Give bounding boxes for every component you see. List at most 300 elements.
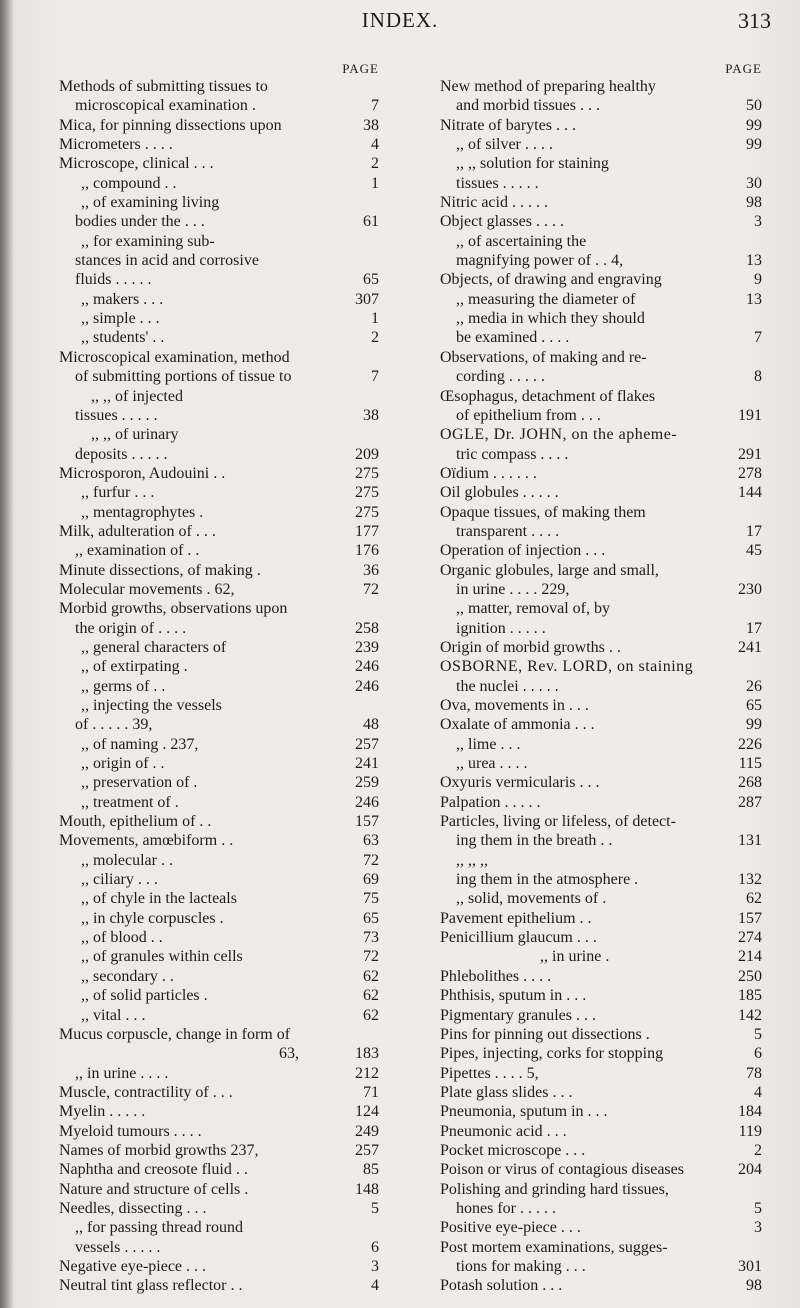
index-entry-text: Methods of submitting tissues to <box>59 78 268 95</box>
index-entry-page: 131 <box>738 832 762 850</box>
index-entry-page: 3 <box>371 1257 379 1275</box>
index-entry-text: Phthisis, sputum in . . . <box>440 987 587 1005</box>
index-entry-page: 6 <box>754 1045 762 1063</box>
index-entry-page: 48 <box>363 716 379 734</box>
index-entry-page: 98 <box>746 1277 762 1295</box>
index-entry-page: 1 <box>371 174 379 192</box>
index-entry-page: 259 <box>355 774 379 792</box>
index-entry-page: 258 <box>355 619 379 637</box>
index-entry-text: tissues . . . . . <box>75 406 158 424</box>
index-entry <box>440 503 762 522</box>
index-entry-text: Pavement epithelium . . <box>440 909 592 927</box>
index-entry <box>440 599 762 618</box>
index-entry-page: 72 <box>363 948 379 966</box>
index-entry-text: and morbid tissues . . . <box>456 97 600 115</box>
index-entry-text: ,, simple . . . <box>81 310 160 328</box>
index-entry-text: Phlebolithes . . . . <box>440 967 552 985</box>
index-entry <box>59 309 379 328</box>
index-entry-text: Microscopical examination, method <box>59 348 290 366</box>
index-entry-text: Oil globules . . . . . <box>440 484 559 502</box>
index-entry-text: of epithelium from . . . <box>456 406 601 424</box>
index-entry <box>440 773 762 792</box>
index-entry <box>59 561 379 580</box>
index-entry-text: ,, mentagrophytes . <box>81 503 204 521</box>
index-entry-text: Pipettes . . . . 5, <box>440 1064 539 1082</box>
index-entry-page: 4 <box>754 1083 762 1101</box>
index-entry-page: 278 <box>738 464 762 482</box>
index-entry-page: 157 <box>738 909 762 927</box>
index-entry-text: Pneumonic acid . . . <box>440 1122 567 1140</box>
index-entry-page: 7 <box>371 97 379 115</box>
index-entry-text: Oxyuris vermicularis . . . <box>440 774 600 792</box>
index-entry <box>440 1102 762 1121</box>
index-entry <box>440 116 762 135</box>
index-entry <box>440 812 762 831</box>
index-entry-text: Operation of injection . . . <box>440 542 606 560</box>
index-entry-text: ,, of solid particles . <box>81 987 208 1005</box>
index-entry-page: 9 <box>754 271 762 289</box>
index-entry-text: ,, origin of . . <box>81 755 165 773</box>
index-entry-text: Poison or virus of contagious diseases <box>440 1161 684 1179</box>
index-entry-text: Names of morbid growths 237, <box>59 1141 259 1159</box>
index-entry <box>59 735 379 754</box>
index-entry <box>59 387 379 406</box>
index-entry-page: 157 <box>355 813 379 831</box>
index-entry <box>440 715 762 734</box>
index-entry <box>59 696 379 715</box>
index-entry-page: 257 <box>355 735 379 753</box>
index-entry-page: 177 <box>355 522 379 540</box>
index-entry <box>440 212 762 231</box>
index-entry-text: Nature and structure of cells . <box>59 1180 249 1198</box>
index-entry-text: ,, ,, ,, <box>456 851 488 869</box>
index-entry-text: ,, of chyle in the lacteals <box>81 890 237 908</box>
index-entry <box>440 541 762 560</box>
index-entry-page: 209 <box>355 445 379 463</box>
index-entry-page: 3 <box>754 213 762 231</box>
index-entry <box>59 889 379 908</box>
index-entry <box>59 986 379 1005</box>
index-column-left <box>59 62 379 1296</box>
index-entry-text: ,, media in which they should <box>456 310 645 328</box>
index-entry-page: 17 <box>746 522 762 540</box>
index-entry-text: Particles, living or lifeless, of detect- <box>440 813 676 831</box>
index-entry <box>59 1218 379 1237</box>
index-entry-text: Pocket microscope . . . <box>440 1141 586 1159</box>
index-entry <box>59 96 379 115</box>
index-entry <box>440 1044 762 1063</box>
index-entry-text: ,, furfur . . . <box>81 484 155 502</box>
index-entry-text: ,, ciliary . . . <box>81 871 158 889</box>
index-entry-text: the nuclei . . . . . <box>456 677 559 695</box>
index-entry <box>59 870 379 889</box>
index-entry-text: Muscle, contractility of . . . <box>59 1083 233 1101</box>
index-entry <box>440 77 762 96</box>
index-entry <box>59 135 379 154</box>
index-entry <box>440 928 762 947</box>
index-entry-text: Objects, of drawing and engraving <box>440 271 662 289</box>
index-entry <box>59 1238 379 1257</box>
index-entry-page: 275 <box>355 464 379 482</box>
index-entry-page: 62 <box>363 1006 379 1024</box>
index-entry-page: 2 <box>754 1141 762 1159</box>
index-entry-text: Microscope, clinical . . . <box>59 155 214 173</box>
index-entry-text: Micrometers . . . . <box>59 136 173 154</box>
index-entry-text: New method of preparing healthy <box>440 78 656 95</box>
index-entry-text: be examined . . . . <box>456 329 570 347</box>
index-entry <box>59 831 379 850</box>
index-entry-page: 176 <box>355 542 379 560</box>
page-header-title: INDEX. <box>361 8 439 32</box>
index-entry-text: ,, solid, movements of . <box>456 890 607 908</box>
index-entry <box>440 232 762 251</box>
index-entry <box>440 1006 762 1025</box>
index-entry <box>59 1160 379 1179</box>
index-entry-page: 2 <box>371 155 379 173</box>
index-entry-page: 307 <box>355 290 379 308</box>
index-entry-text: Œsophagus, detachment of flakes <box>440 387 656 405</box>
index-entry-text: transparent . . . . <box>456 522 560 540</box>
index-entry-text: ,, makers . . . <box>81 290 164 308</box>
index-entry-text: ,, lime . . . <box>456 735 521 753</box>
index-entry-text: ,, matter, removal of, by <box>456 600 610 618</box>
index-entry <box>59 1044 379 1063</box>
index-entry-page: 246 <box>355 677 379 695</box>
index-entry <box>59 445 379 464</box>
index-entry-page: 4 <box>371 136 379 154</box>
index-entry-text: ,, general characters of <box>81 638 227 656</box>
index-entry <box>59 619 379 638</box>
index-entry-text: ,, for passing thread round <box>75 1219 243 1237</box>
index-entry <box>440 870 762 889</box>
index-entry-page: 72 <box>363 580 379 598</box>
index-entry <box>440 1257 762 1276</box>
index-entry-page: 62 <box>363 967 379 985</box>
index-entry-text: ,, ,, of urinary <box>91 426 179 444</box>
index-entry <box>59 503 379 522</box>
index-entry-page: 132 <box>738 871 762 889</box>
index-entry <box>440 193 762 212</box>
index-entry <box>59 1122 379 1141</box>
index-entry-text: tissues . . . . . <box>456 174 539 192</box>
index-entry <box>440 464 762 483</box>
index-entry <box>59 1083 379 1102</box>
index-entry-text: deposits . . . . . <box>75 445 168 463</box>
index-entry-text: ,, in urine . . . . <box>75 1064 169 1082</box>
index-entry-page: 212 <box>355 1064 379 1082</box>
index-entry-text: Pneumonia, sputum in . . . <box>440 1103 608 1121</box>
index-entry-text: stances in acid and corrosive <box>75 252 259 270</box>
index-entry-page: 63 <box>363 832 379 850</box>
index-entry-page: 4 <box>371 1277 379 1295</box>
index-entry <box>440 1141 762 1160</box>
index-entry <box>59 1006 379 1025</box>
index-entry <box>440 174 762 193</box>
index-entry <box>440 793 762 812</box>
index-entry <box>440 1064 762 1083</box>
index-entry <box>440 270 762 289</box>
index-entry-page: 1 <box>371 310 379 328</box>
index-entry-text: Naphtha and creosote fluid . . <box>59 1161 248 1179</box>
index-entry-page: 30 <box>746 174 762 192</box>
index-entry <box>59 367 379 386</box>
index-entry-text: Observations, of making and re- <box>440 348 647 366</box>
index-entry-page: 246 <box>355 658 379 676</box>
index-entry-page: 7 <box>754 329 762 347</box>
index-entry-page: 61 <box>363 213 379 231</box>
index-entry-page: 26 <box>746 677 762 695</box>
index-entry <box>440 831 762 850</box>
index-entry-page: 250 <box>738 967 762 985</box>
index-entry-text: Polishing and grinding hard tissues, <box>440 1180 669 1198</box>
index-entry-page: 65 <box>746 697 762 714</box>
index-entry-page: 65 <box>363 909 379 927</box>
index-entry-page: 184 <box>738 1103 762 1121</box>
index-entry-text: Mouth, epithelium of . . <box>59 813 212 831</box>
index-entry-text: Post mortem examinations, sugges- <box>440 1238 668 1256</box>
index-entry <box>59 1141 379 1160</box>
index-entry <box>59 715 379 734</box>
index-entry-page: 249 <box>355 1122 379 1140</box>
column-page-label: PAGE <box>725 61 762 76</box>
index-entry-text: ,, of granules within cells <box>81 948 243 966</box>
index-entry-page: 38 <box>363 116 379 134</box>
index-entry-page: 72 <box>363 851 379 869</box>
index-entry-text: ,, of blood . . <box>81 929 163 947</box>
index-entry-text: ,, measuring the diameter of <box>456 290 636 308</box>
index-entry-page: 62 <box>746 890 762 908</box>
index-entry-text: ,, in chyle corpuscles . <box>81 909 224 927</box>
index-entry <box>440 1025 762 1044</box>
index-entry-page: 13 <box>746 290 762 308</box>
index-entry-page: 257 <box>355 1141 379 1159</box>
index-entry-page: 230 <box>738 580 762 598</box>
index-entry-text: Opaque tissues, of making them <box>440 503 646 521</box>
index-entry-page: 73 <box>363 929 379 947</box>
index-entry <box>59 947 379 966</box>
index-entry-text: ,, of ascertaining the <box>456 232 587 250</box>
index-entry <box>59 425 379 444</box>
index-entry <box>440 154 762 173</box>
index-entry-text: 63, <box>279 1045 299 1063</box>
index-entry <box>59 677 379 696</box>
page-number: 313 <box>738 8 771 33</box>
index-entry <box>59 638 379 657</box>
index-entry-text: Palpation . . . . . <box>440 793 541 811</box>
index-entry-text: Nitrate of barytes . . . <box>440 116 576 134</box>
index-entry-text: Positive eye-piece . . . <box>440 1219 581 1237</box>
index-entry-page: 85 <box>363 1161 379 1179</box>
index-entry-page: 275 <box>355 503 379 521</box>
index-entry-text: Pigmentary granules . . . <box>440 1006 596 1024</box>
index-entry <box>59 174 379 193</box>
index-entry <box>440 135 762 154</box>
index-entry-page: 124 <box>355 1103 379 1121</box>
index-entry-text: Myeloid tumours . . . . <box>59 1122 202 1140</box>
index-entry <box>59 541 379 560</box>
index-entry-page: 99 <box>746 716 762 734</box>
column-page-label: PAGE <box>342 61 379 76</box>
index-entry-page: 301 <box>738 1257 762 1275</box>
index-entry <box>59 1180 379 1199</box>
index-entry-text: ,, ,, of injected <box>91 387 183 405</box>
index-entry-text: of submitting portions of tissue to <box>75 368 292 386</box>
index-entry-page: 5 <box>754 1025 762 1043</box>
index-entry-text: Milk, adulteration of . . . <box>59 522 216 540</box>
index-entry-page: 99 <box>746 116 762 134</box>
index-entry-text: Ova, movements in . . . <box>440 697 589 714</box>
index-entry-text: ,, secondary . . <box>81 967 174 985</box>
index-entry-text: ,, examination of . . <box>75 542 200 560</box>
index-entry-page: 62 <box>363 987 379 1005</box>
index-entry <box>59 232 379 251</box>
index-entry-page: 3 <box>754 1219 762 1237</box>
index-entry <box>59 1102 379 1121</box>
index-entry <box>440 735 762 754</box>
index-entry-page: 98 <box>746 194 762 212</box>
index-entry <box>59 212 379 231</box>
index-entry <box>440 290 762 309</box>
index-entry <box>440 986 762 1005</box>
index-entry-page: 183 <box>355 1045 379 1063</box>
index-entry <box>440 967 762 986</box>
index-entry <box>59 1276 379 1295</box>
index-entry-text: ,, treatment of . <box>81 793 179 811</box>
index-entry-page: 185 <box>738 987 762 1005</box>
index-entry <box>59 773 379 792</box>
index-entry <box>59 851 379 870</box>
index-entry-text: ,, compound . . <box>81 174 177 192</box>
index-entry-page: 204 <box>738 1161 762 1179</box>
index-entry <box>59 116 379 135</box>
index-entry <box>440 1180 762 1199</box>
index-entry-page: 38 <box>363 406 379 424</box>
index-entry-text: Mica, for pinning dissections upon <box>59 116 282 134</box>
index-entry-text: vessels . . . . . <box>75 1238 161 1256</box>
index-entry-page: 148 <box>355 1180 379 1198</box>
index-entry-page: 142 <box>738 1006 762 1024</box>
index-entry-text: Pins for pinning out dissections . <box>440 1025 650 1043</box>
index-entry-text: Mucus corpuscle, change in form of <box>59 1025 291 1043</box>
index-entry-text: Neutral tint glass reflector . . <box>59 1277 243 1295</box>
index-entry-page: 2 <box>371 329 379 347</box>
index-entry <box>440 889 762 908</box>
index-entry-text: ,, urea . . . . <box>456 755 528 773</box>
index-entry-text: ,, vital . . . <box>81 1006 146 1024</box>
index-entry <box>440 619 762 638</box>
index-entry-text: tric compass . . . . <box>456 445 569 463</box>
index-entry-text: tions for making . . . <box>456 1257 586 1275</box>
index-entry <box>440 522 762 541</box>
index-entry-page: 214 <box>738 948 762 966</box>
index-entry-page: 7 <box>371 368 379 386</box>
index-entry-text: of . . . . . 39, <box>75 716 153 734</box>
index-entry-page: 36 <box>363 561 379 579</box>
index-entry <box>59 657 379 676</box>
index-entry <box>59 580 379 599</box>
index-entry <box>440 309 762 328</box>
index-entry-text: Object glasses . . . . <box>440 213 564 231</box>
index-entry-text: OGLE, Dr. JOHN, on the apheme- <box>440 426 678 444</box>
index-entry-text: ,, ,, solution for staining <box>456 155 609 173</box>
index-entry-text: ,, in urine . <box>540 948 610 966</box>
index-entry <box>59 1064 379 1083</box>
index-entry-page: 191 <box>738 406 762 424</box>
index-entry <box>59 1025 379 1044</box>
index-entry-text: bodies under the . . . <box>75 213 205 231</box>
index-entry <box>59 928 379 947</box>
index-entry <box>59 251 379 270</box>
index-entry <box>440 425 762 444</box>
index-entry-page: 8 <box>754 368 762 386</box>
index-entry <box>59 812 379 831</box>
index-entry-text: ,, for examining sub- <box>81 232 215 250</box>
index-entry <box>59 464 379 483</box>
index-entry-text: ,, of naming . 237, <box>81 735 199 753</box>
index-entry-text: OSBORNE, Rev. LORD, on staining <box>440 658 694 676</box>
index-entry-page: 45 <box>746 542 762 560</box>
index-entry-page: 287 <box>738 793 762 811</box>
index-entry-text: Morbid growths, observations upon <box>59 600 288 618</box>
index-entry-text: Microsporon, Audouini . . <box>59 464 226 482</box>
index-entry-text: Movements, amœbiform . . <box>59 832 234 850</box>
index-entry-page: 69 <box>363 871 379 889</box>
index-entry-page: 50 <box>746 97 762 115</box>
index-entry-page: 17 <box>746 619 762 637</box>
index-entry <box>59 522 379 541</box>
index-entry-text: ,, of silver . . . . <box>456 136 553 154</box>
index-entry <box>59 348 379 367</box>
index-entry-text: cording . . . . . <box>456 368 545 386</box>
index-entry <box>59 1257 379 1276</box>
index-entry <box>59 406 379 425</box>
index-entry-page: 144 <box>738 484 762 502</box>
index-entry-page: 246 <box>355 793 379 811</box>
index-entry <box>440 1083 762 1102</box>
index-entry-page: 5 <box>754 1199 762 1217</box>
index-entry <box>440 1122 762 1141</box>
index-entry-text: Myelin . . . . . <box>59 1103 146 1121</box>
index-entry <box>440 367 762 386</box>
index-entry <box>440 1276 762 1295</box>
index-entry <box>59 193 379 212</box>
index-entry-page: 291 <box>738 445 762 463</box>
index-entry <box>440 96 762 115</box>
index-entry <box>59 483 379 502</box>
index-entry-page: 275 <box>355 484 379 502</box>
index-entry-page: 239 <box>355 638 379 656</box>
index-entry-text: fluids . . . . . <box>75 271 152 289</box>
index-entry-page: 78 <box>746 1064 762 1082</box>
index-entry <box>440 445 762 464</box>
index-entry-text: ,, germs of . . <box>81 677 166 695</box>
index-entry <box>440 696 762 715</box>
index-entry-text: Negative eye-piece . . . <box>59 1257 207 1275</box>
index-entry-text: Nitric acid . . . . . <box>440 194 548 212</box>
index-entry-text: ,, students' . . <box>81 329 165 347</box>
index-entry <box>440 561 762 580</box>
index-entry-text: hones for . . . . . <box>456 1199 556 1217</box>
index-entry <box>440 851 762 870</box>
index-entry-text: Oïdium . . . . . . <box>440 464 537 482</box>
index-entry-page: 274 <box>738 929 762 947</box>
index-entry <box>59 328 379 347</box>
index-entry-page: 5 <box>371 1199 379 1217</box>
index-entry-page: 75 <box>363 890 379 908</box>
index-entry-page: 6 <box>371 1238 379 1256</box>
index-entry <box>59 793 379 812</box>
index-entry <box>440 1238 762 1257</box>
